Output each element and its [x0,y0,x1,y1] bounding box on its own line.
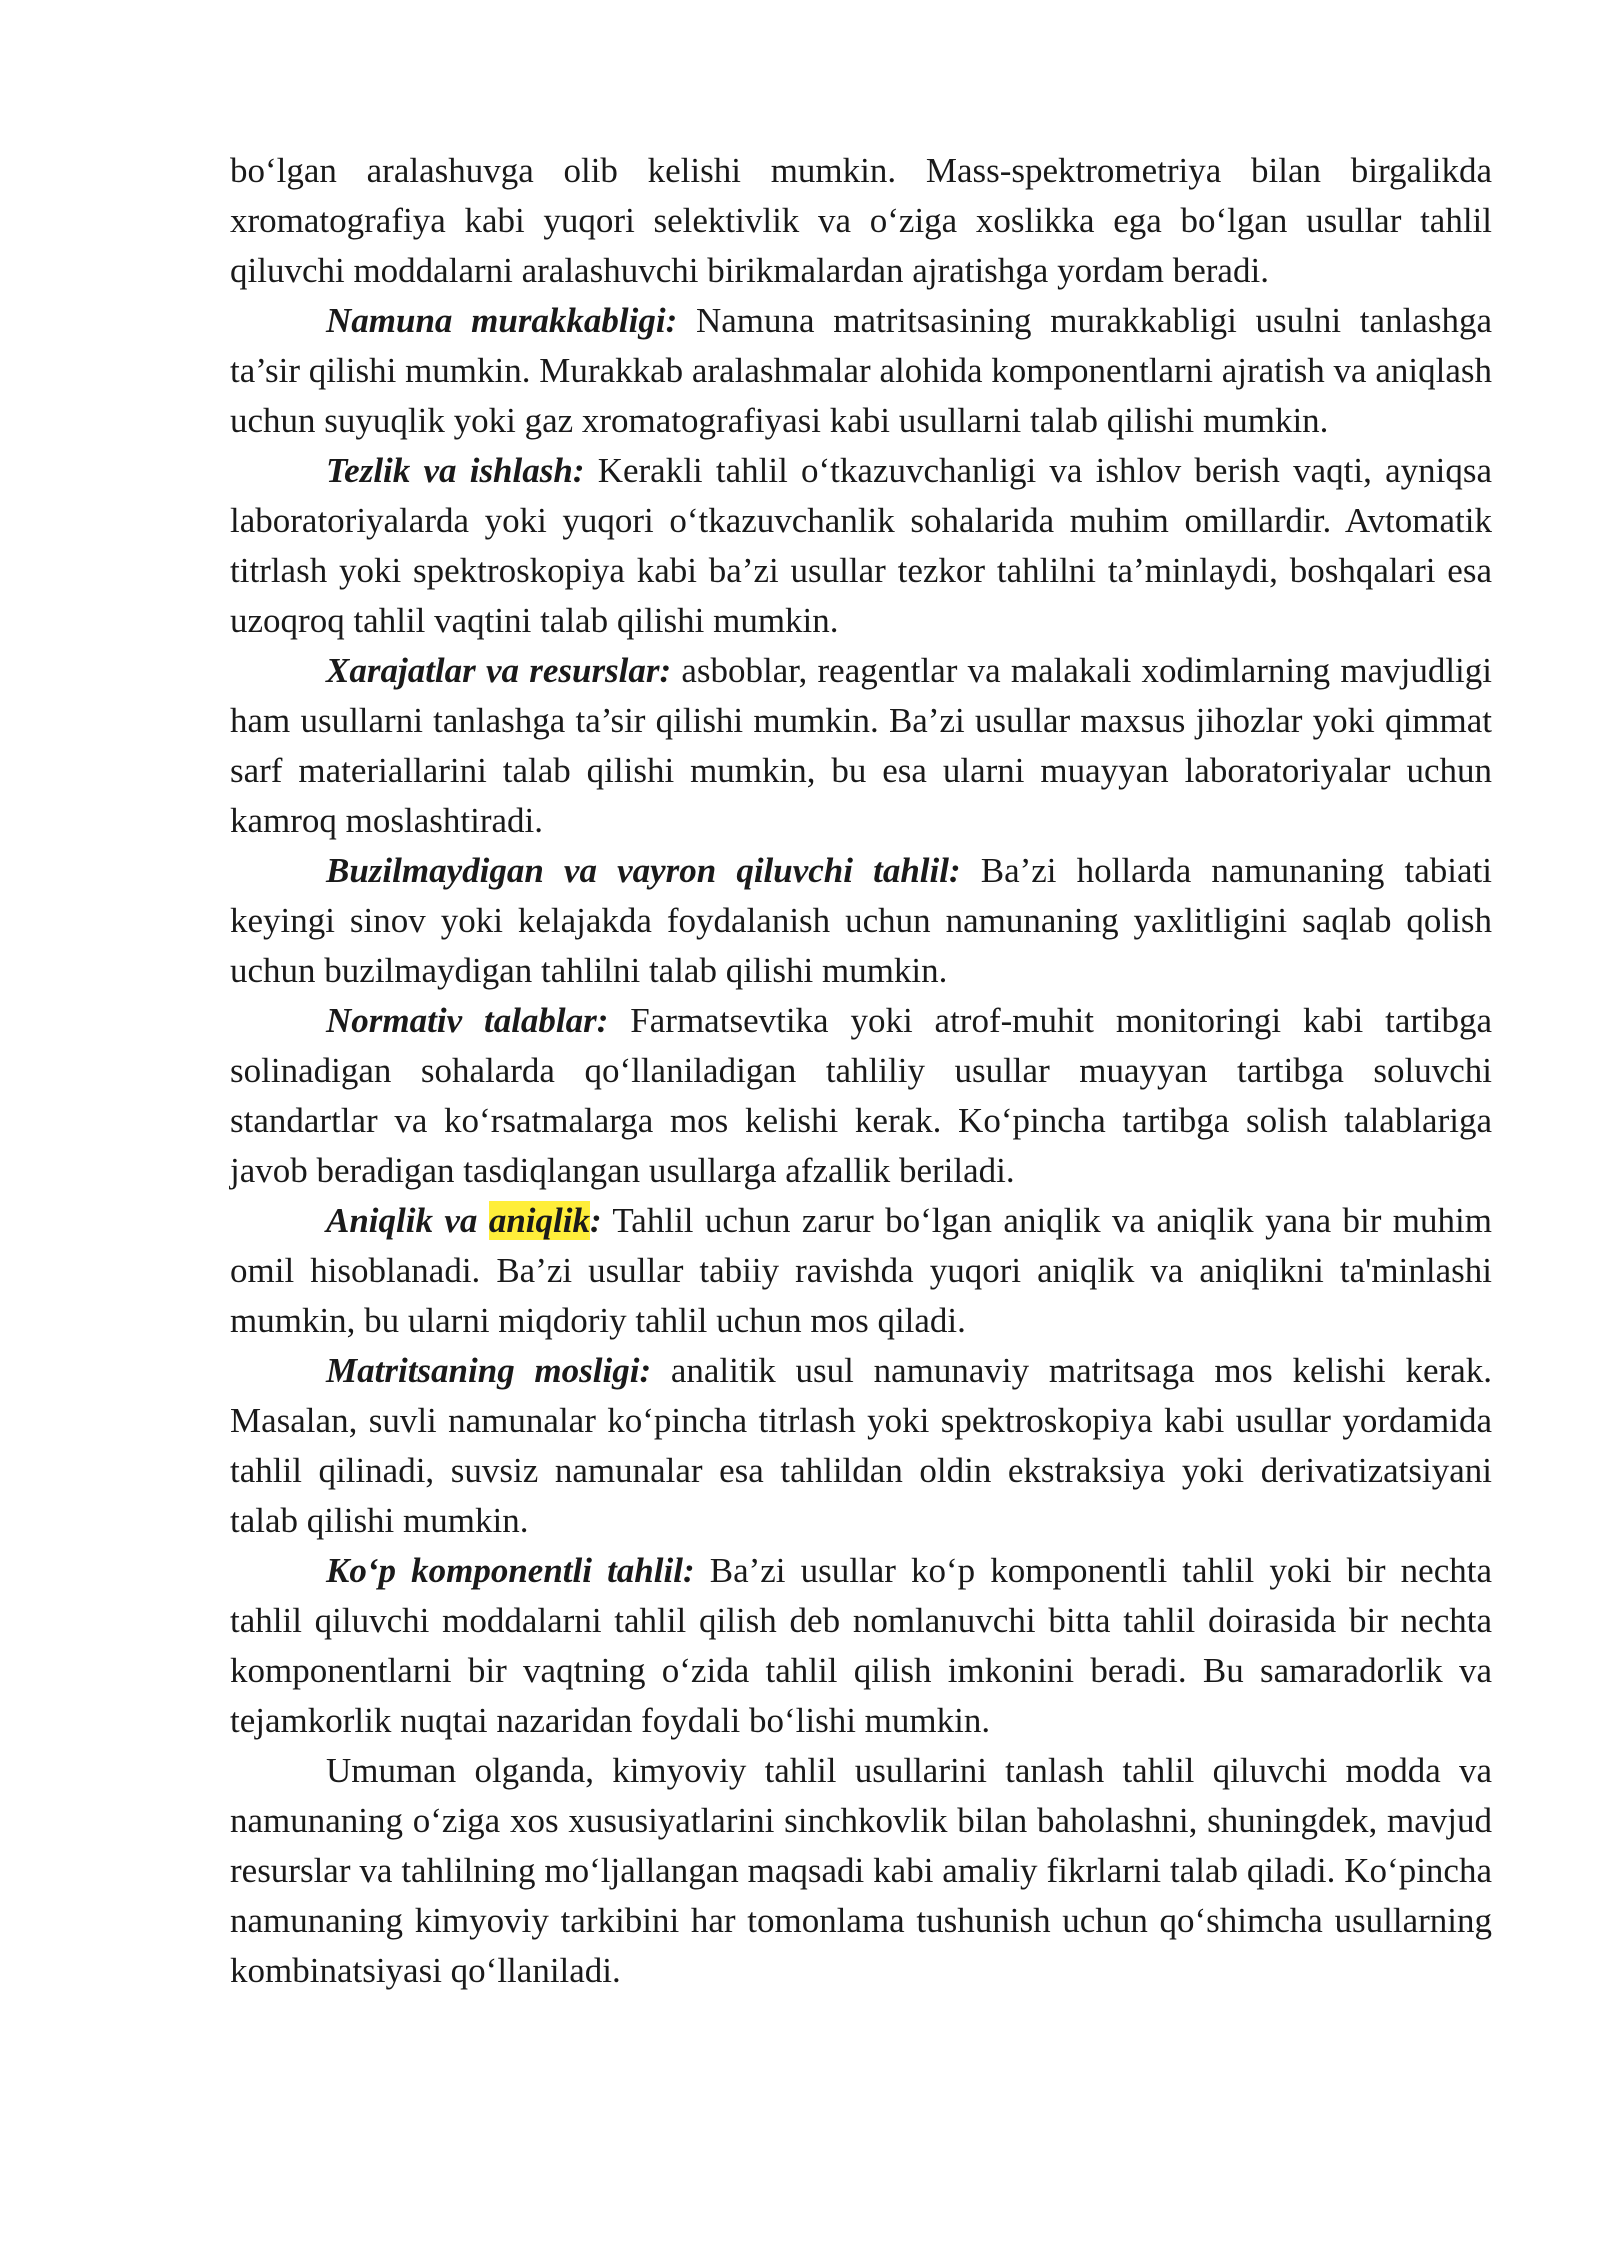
paragraph-xarajatlar-va-resurslar [230,646,1492,846]
paragraph-term: Matritsaning mosligi: [326,1351,652,1390]
paragraph-term: Ko‘p komponentli tahlil: [326,1551,695,1590]
paragraph-body: Farmatsevtika yoki atrof-muhit monitoringi kabi tartibga solinadigan sohalarda qo‘llaniladigan tahliliy usullar muayyan tartibga soluvchi standartlar va ko‘rsatmalarga mos kelishi kerak. Ko‘pincha tartibga solish talablariga javob beradigan tasdiqlangan usullarga afzallik beriladi. [230,1001,1492,1190]
paragraph-body: Ba’zi hollarda namunaning tabiati keyingi sinov yoki kelajakda foydalanish uchun namunaning yaxlitligini saqlab qolish uchun buzilmaydigan tahlilni talab qilishi mumkin. [230,851,1492,990]
highlighted-word: aniqlik [488,1201,590,1240]
paragraph-term: Tezlik va ishlash: [326,451,585,490]
paragraph-namuna-murakkabligi [230,296,1492,446]
paragraph-term: Namuna murakkabligi: [326,301,678,340]
paragraph-term [326,1201,602,1240]
paragraph-kop-komponentli-tahlil [230,1546,1492,1746]
paragraph-body: Kerakli tahlil o‘tkazuvchanligi va ishlov berish vaqti, ayniqsa laboratoriyalarda yoki yuqori o‘tkazuvchanlik sohalarida muhim omillardir. Avtomatik titrlash yoki spektroskopiya kabi ba’zi usullar tezkor tahlilni ta’minlaydi, boshqalari esa uzoqroq tahlil vaqtini talab qilishi mumkin. [230,451,1492,640]
paragraph-normativ-talablar [230,996,1492,1196]
paragraph-term: Normativ talablar: [326,1001,609,1040]
paragraph-body: Tahlil uchun zarur bo‘lgan aniqlik va aniqlik yana bir muhim omil hisoblanadi. Ba’zi usullar tabiiy ravishda yuqori aniqlik va aniqlikni ta'minlashi mumkin, bu ularni miqdoriy tahlil uchun mos qiladi. [230,1201,1492,1340]
document-page [230,146,1492,1996]
paragraph-matritsaning-mosligi [230,1346,1492,1546]
paragraph-term: Buzilmaydigan va vayron qiluvchi tahlil: [326,851,961,890]
paragraph-tezlik-va-ishlash [230,446,1492,646]
paragraph-continuation [230,146,1492,296]
term-text: Aniqlik va [326,1201,489,1240]
paragraph-body: analitik usul namunaviy matritsaga mos kelishi kerak. Masalan, suvli namunalar ko‘pincha titrlash yoki spektroskopiya kabi usullar yordamida tahlil qilinadi, suvsiz namunalar esa tahlildan oldin ekstraksiya yoki derivatizatsiyani talab qilishi mumkin. [230,1351,1492,1540]
paragraph-aniqlik-va-aniqlik [230,1196,1492,1346]
paragraph-term: Xarajatlar va resurslar: [326,651,672,690]
paragraph-body: Namuna matritsasining murakkabligi usulni tanlashga ta’sir qilishi mumkin. Murakkab aralashmalar alohida komponentlarni ajratish va aniqlash uchun suyuqlik yoki gaz xromatografiyasi kabi usullarni talab qilishi mumkin. [230,301,1492,440]
paragraph-body: asboblar, reagentlar va malakali xodimlarning mavjudligi ham usullarni tanlashga ta’sir qilishi mumkin. Ba’zi usullar maxsus jihozlar yoki qimmat sarf materiallarini talab qilishi mumkin, bu esa ularni muayyan laboratoriyalar uchun kamroq moslashtiradi. [230,651,1492,840]
paragraph-buzilmaydigan-tahlil [230,846,1492,996]
paragraph-body: bo‘lgan aralashuvga olib kelishi mumkin. Mass-spektrometriya bilan birgalikda xromatografiya kabi yuqori selektivlik va o‘ziga xoslikka ega bo‘lgan usullar tahlil qiluvchi moddalarni aralashuvchi birikmalardan ajratishga yordam beradi. [230,151,1492,290]
paragraph-body: Ba’zi usullar ko‘p komponentli tahlil yoki bir nechta tahlil qiluvchi moddalarni tahlil qilish deb nomlanuvchi bitta tahlil doirasida bir nechta komponentlarni bir vaqtning o‘zida tahlil qilish imkonini beradi. Bu samaradorlik va tejamkorlik nuqtai nazaridan foydali bo‘lishi mumkin. [230,1551,1492,1740]
paragraph-body: Umuman olganda, kimyoviy tahlil usullarini tanlash tahlil qiluvchi modda va namunaning o‘ziga xos xususiyatlarini sinchkovlik bilan baholashni, shuningdek, mavjud resurslar va tahlilning mo‘ljallangan maqsadi kabi amaliy fikrlarni talab qiladi. Ko‘pincha namunaning kimyoviy tarkibini har tomonlama tushunish uchun qo‘shimcha usullarning kombinatsiyasi qo‘llaniladi. [230,1751,1492,1990]
term-colon: : [589,1201,602,1240]
paragraph-conclusion [230,1746,1492,1996]
